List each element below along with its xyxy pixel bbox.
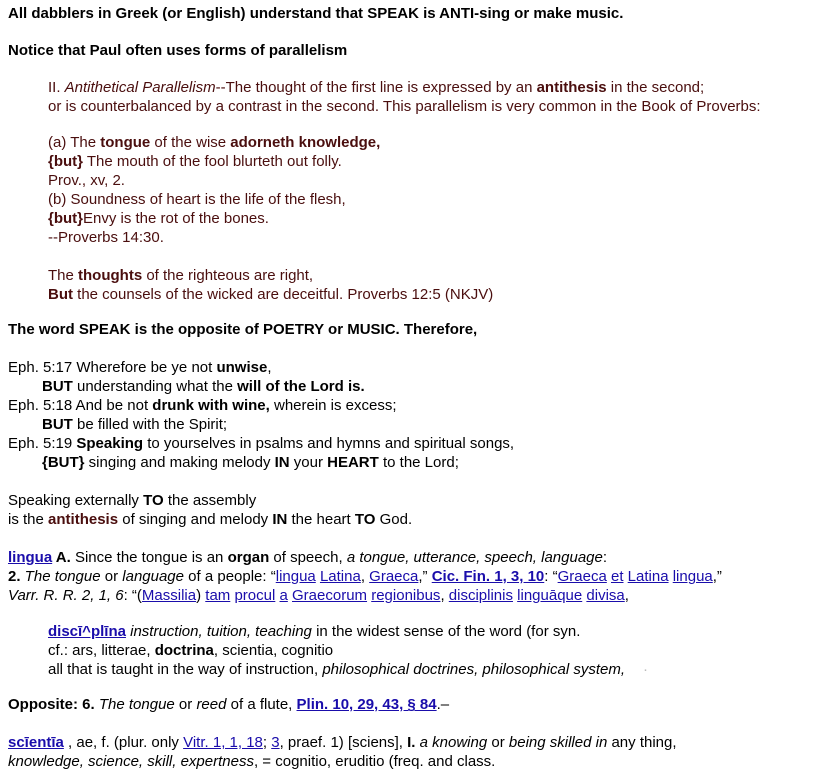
link-lingua[interactable]: lingua [275, 568, 316, 585]
link-massilia[interactable]: Massilia [141, 587, 197, 604]
disciplina-link[interactable]: discī^plīna [48, 623, 126, 640]
link-graeca[interactable]: Graeca [369, 568, 419, 585]
lingua-line-1: lingua A. Since the tongue is an organ of speech, a tongue, utterance, speech, language: [8, 549, 608, 566]
example-b-line-2: {but}Envy is the rot of the bones. [48, 210, 269, 227]
example-a-line-2: {but} The mouth of the fool blurteth out folly. [48, 153, 342, 170]
speaking-line-1: Speaking externally TO the assembly [8, 492, 257, 509]
eph-5-17-but: BUT understanding what the will of the Lord is. [42, 378, 365, 395]
link-disciplinis[interactable]: disciplinis [448, 587, 513, 604]
link-plin[interactable]: Plin. 10, 29, 43, § 84 [296, 696, 437, 713]
example-b-reference: --Proverbs 14:30. [48, 229, 164, 246]
eph-5-18: Eph. 5:18 And be not drunk with wine, wherein is excess; [8, 397, 397, 414]
example-a-reference: Prov., xv, 2. [48, 172, 125, 189]
link-latina-2[interactable]: Latina [627, 568, 669, 585]
eph-5-19-but: {BUT} singing and making melody IN your HEART to the Lord; [42, 454, 459, 471]
scientia-line-2: knowledge, science, skill, expertness, = cognitio, eruditio (freq. and class. [8, 753, 496, 770]
speaking-line-2: is the antithesis of singing and melody IN the heart TO God. [8, 511, 413, 528]
heading-parallelism: Notice that Paul often uses forms of parallelism [8, 42, 348, 59]
heading-speak-opposite: The word SPEAK is the opposite of POETRY or MUSIC. Therefore, [8, 321, 478, 338]
link-tam[interactable]: tam [205, 587, 231, 604]
disciplina-line-3: all that is taught in the way of instruction, philosophical doctrines, philosophical system, · [48, 661, 648, 678]
heading-speak-anti-sing: All dabblers in Greek (or English) understand that SPEAK is ANTI-sing or make music. [8, 5, 624, 22]
link-lingua-2[interactable]: lingua [672, 568, 713, 585]
scientia-link[interactable]: scīentīa [8, 734, 64, 751]
link-graeca-2[interactable]: Graeca [557, 568, 607, 585]
lingua-line-3: Varr. R. R. 2, 1, 6: “(Massilia) tam procul a Graecorum regionibus, disciplinis linguāque divisa, [8, 587, 629, 604]
link-3[interactable]: 3 [271, 734, 280, 751]
example-c-line-2: But the counsels of the wicked are deceitful. Proverbs 12:5 (NKJV) [48, 286, 494, 303]
lingua-link[interactable]: lingua [8, 549, 53, 566]
antithetical-line-1: II. Antithetical Parallelism--The thought of the first line is expressed by an antithesis in the second; [48, 79, 705, 96]
link-cic-fin[interactable]: Cic. Fin. 1, 3, 10 [431, 568, 545, 585]
example-b-line-1: (b) Soundness of heart is the life of the flesh, [48, 191, 346, 208]
scientia-line-1: scīentīa , ae, f. (plur. only Vitr. 1, 1, 18; 3, praef. 1) [sciens], I. a knowing or being skilled in any thing, [8, 734, 677, 751]
disciplina-line-1: discī^plīna instruction, tuition, teaching in the widest sense of the word (for syn. [48, 623, 581, 640]
link-latina[interactable]: Latina [319, 568, 361, 585]
link-a[interactable]: a [279, 587, 288, 604]
lingua-line-2: 2. The tongue or language of a people: “lingua Latina, Graeca,” Cic. Fin. 1, 3, 10: “Graeca et Latina lingua,” [8, 568, 722, 585]
link-linguaque[interactable]: linguāque [517, 587, 583, 604]
link-graecorum[interactable]: Graecorum [292, 587, 368, 604]
example-c-line-1: The thoughts of the righteous are right, [48, 267, 314, 284]
link-vitr[interactable]: Vitr. 1, 1, 18 [183, 734, 263, 751]
stray-mark: · [643, 661, 648, 678]
opposite-line: Opposite: 6. The tongue or reed of a flute, Plin. 10, 29, 43, § 84.– [8, 696, 450, 713]
eph-5-19: Eph. 5:19 Speaking to yourselves in psalms and hymns and spiritual songs, [8, 435, 515, 452]
disciplina-line-2: cf.: ars, litterae, doctrina, scientia, cognitio [48, 642, 334, 659]
antithetical-line-2: or is counterbalanced by a contrast in the second. This parallelism is very common in the Book of Proverbs: [48, 98, 761, 115]
link-divisa[interactable]: divisa [586, 587, 625, 604]
eph-5-18-but: BUT be filled with the Spirit; [42, 416, 228, 433]
link-regionibus[interactable]: regionibus [371, 587, 441, 604]
link-et[interactable]: et [610, 568, 624, 585]
example-a-line-1: (a) The tongue of the wise adorneth knowledge, [48, 134, 381, 151]
eph-5-17: Eph. 5:17 Wherefore be ye not unwise, [8, 359, 272, 376]
link-procul[interactable]: procul [234, 587, 276, 604]
